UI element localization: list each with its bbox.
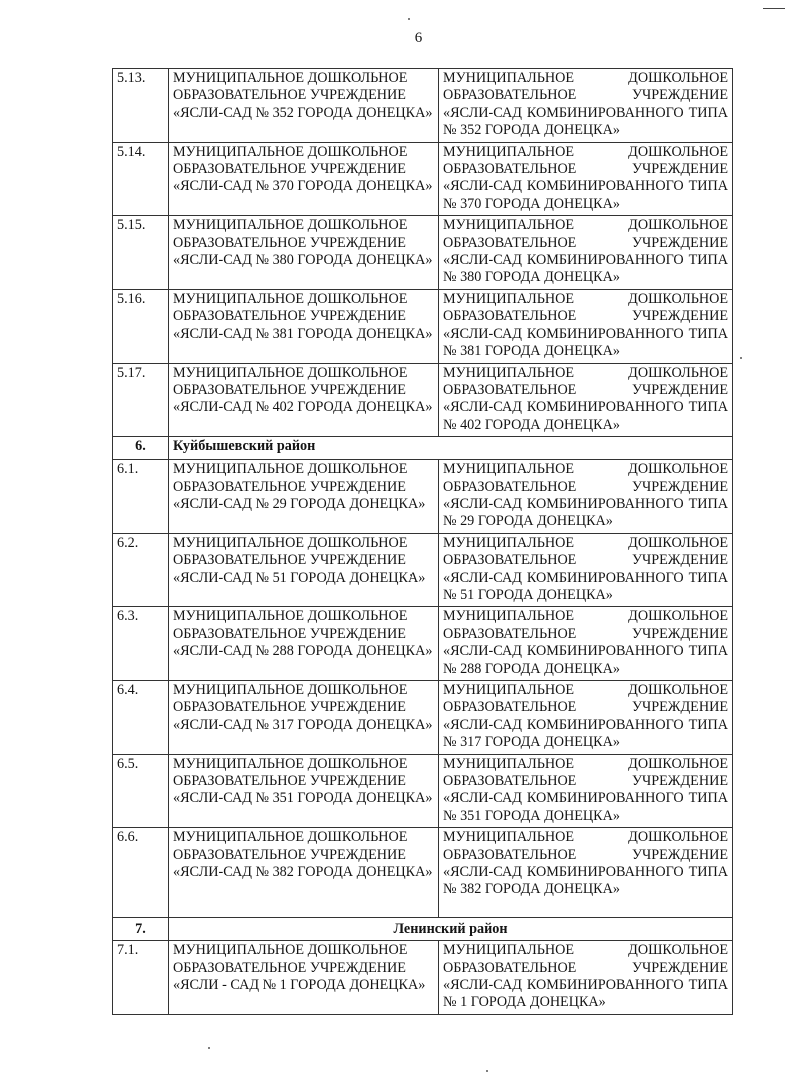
row-number: 6.5. <box>113 754 169 828</box>
table-row <box>113 754 733 828</box>
row-number: 5.17. <box>113 363 169 437</box>
page-number: 6 <box>414 30 423 46</box>
table-row <box>113 460 733 534</box>
row-number: 5.16. <box>113 289 169 363</box>
old-name: МУНИЦИПАЛЬНОЕ ДОШКОЛЬНОЕ ОБРАЗОВАТЕЛЬНОЕ УЧРЕЖДЕНИЕ «ЯСЛИ-САД № 317 ГОРОДА ДОНЕЦКА» <box>169 681 439 755</box>
new-name: МУНИЦИПАЛЬНОЕ ДОШКОЛЬНОЕ ОБРАЗОВАТЕЛЬНОЕ УЧРЕЖДЕНИЕ «ЯСЛИ-САД КОМБИНИРОВАННОГО ТИПА № 352 ГОРОДА ДОНЕЦКА» <box>439 69 733 143</box>
table-row <box>113 142 733 216</box>
row-number: 5.15. <box>113 216 169 290</box>
new-name: МУНИЦИПАЛЬНОЕ ДОШКОЛЬНОЕ ОБРАЗОВАТЕЛЬНОЕ УЧРЕЖДЕНИЕ «ЯСЛИ-САД КОМБИНИРОВАННОГО ТИПА № 317 ГОРОДА ДОНЕЦКА» <box>439 681 733 755</box>
old-name: МУНИЦИПАЛЬНОЕ ДОШКОЛЬНОЕ ОБРАЗОВАТЕЛЬНОЕ УЧРЕЖДЕНИЕ «ЯСЛИ-САД № 288 ГОРОДА ДОНЕЦКА» <box>169 607 439 681</box>
scan-mark <box>763 8 785 9</box>
section-title: Ленинский район <box>169 918 733 941</box>
new-name: МУНИЦИПАЛЬНОЕ ДОШКОЛЬНОЕ ОБРАЗОВАТЕЛЬНОЕ УЧРЕЖДЕНИЕ «ЯСЛИ-САД КОМБИНИРОВАННОГО ТИПА № 380 ГОРОДА ДОНЕЦКА» <box>439 216 733 290</box>
new-name: МУНИЦИПАЛЬНОЕ ДОШКОЛЬНОЕ ОБРАЗОВАТЕЛЬНОЕ УЧРЕЖДЕНИЕ «ЯСЛИ-САД КОМБИНИРОВАННОГО ТИПА № 351 ГОРОДА ДОНЕЦКА» <box>439 754 733 828</box>
old-name: МУНИЦИПАЛЬНОЕ ДОШКОЛЬНОЕ ОБРАЗОВАТЕЛЬНОЕ УЧРЕЖДЕНИЕ «ЯСЛИ-САД № 382 ГОРОДА ДОНЕЦКА» <box>169 828 439 918</box>
new-name: МУНИЦИПАЛЬНОЕ ДОШКОЛЬНОЕ ОБРАЗОВАТЕЛЬНОЕ УЧРЕЖДЕНИЕ «ЯСЛИ-САД КОМБИНИРОВАННОГО ТИПА № 51 ГОРОДА ДОНЕЦКА» <box>439 533 733 607</box>
row-number: 6.3. <box>113 607 169 681</box>
table-row <box>113 681 733 755</box>
scan-speck <box>740 357 742 359</box>
old-name: МУНИЦИПАЛЬНОЕ ДОШКОЛЬНОЕ ОБРАЗОВАТЕЛЬНОЕ УЧРЕЖДЕНИЕ «ЯСЛИ-САД № 381 ГОРОДА ДОНЕЦКА» <box>169 289 439 363</box>
row-number: 5.14. <box>113 142 169 216</box>
row-number: 6.4. <box>113 681 169 755</box>
table-row <box>113 69 733 143</box>
section-number: 7. <box>113 918 169 941</box>
row-number: 6.1. <box>113 460 169 534</box>
row-number: 7.1. <box>113 941 169 1015</box>
row-number: 6.6. <box>113 828 169 918</box>
scan-speck <box>408 18 410 20</box>
section-number: 6. <box>113 437 169 460</box>
new-name: МУНИЦИПАЛЬНОЕ ДОШКОЛЬНОЕ ОБРАЗОВАТЕЛЬНОЕ УЧРЕЖДЕНИЕ «ЯСЛИ-САД КОМБИНИРОВАННОГО ТИПА № 288 ГОРОДА ДОНЕЦКА» <box>439 607 733 681</box>
table-row <box>113 828 733 918</box>
new-name: МУНИЦИПАЛЬНОЕ ДОШКОЛЬНОЕ ОБРАЗОВАТЕЛЬНОЕ УЧРЕЖДЕНИЕ «ЯСЛИ-САД КОМБИНИРОВАННОГО ТИПА № 381 ГОРОДА ДОНЕЦКА» <box>439 289 733 363</box>
old-name: МУНИЦИПАЛЬНОЕ ДОШКОЛЬНОЕ ОБРАЗОВАТЕЛЬНОЕ УЧРЕЖДЕНИЕ «ЯСЛИ - САД № 1 ГОРОДА ДОНЕЦКА» <box>169 941 439 1015</box>
old-name: МУНИЦИПАЛЬНОЕ ДОШКОЛЬНОЕ ОБРАЗОВАТЕЛЬНОЕ УЧРЕЖДЕНИЕ «ЯСЛИ-САД № 29 ГОРОДА ДОНЕЦКА» <box>169 460 439 534</box>
section-row <box>113 918 733 941</box>
old-name: МУНИЦИПАЛЬНОЕ ДОШКОЛЬНОЕ ОБРАЗОВАТЕЛЬНОЕ УЧРЕЖДЕНИЕ «ЯСЛИ-САД № 351 ГОРОДА ДОНЕЦКА» <box>169 754 439 828</box>
new-name: МУНИЦИПАЛЬНОЕ ДОШКОЛЬНОЕ ОБРАЗОВАТЕЛЬНОЕ УЧРЕЖДЕНИЕ «ЯСЛИ-САД КОМБИНИРОВАННОГО ТИПА № 370 ГОРОДА ДОНЕЦКА» <box>439 142 733 216</box>
old-name: МУНИЦИПАЛЬНОЕ ДОШКОЛЬНОЕ ОБРАЗОВАТЕЛЬНОЕ УЧРЕЖДЕНИЕ «ЯСЛИ-САД № 402 ГОРОДА ДОНЕЦКА» <box>169 363 439 437</box>
new-name: МУНИЦИПАЛЬНОЕ ДОШКОЛЬНОЕ ОБРАЗОВАТЕЛЬНОЕ УЧРЕЖДЕНИЕ «ЯСЛИ-САД КОМБИНИРОВАННОГО ТИПА № 1 ГОРОДА ДОНЕЦКА» <box>439 941 733 1015</box>
row-number: 6.2. <box>113 533 169 607</box>
new-name: МУНИЦИПАЛЬНОЕ ДОШКОЛЬНОЕ ОБРАЗОВАТЕЛЬНОЕ УЧРЕЖДЕНИЕ «ЯСЛИ-САД КОМБИНИРОВАННОГО ТИПА № 382 ГОРОДА ДОНЕЦКА» <box>439 828 733 918</box>
table-row <box>113 533 733 607</box>
old-name: МУНИЦИПАЛЬНОЕ ДОШКОЛЬНОЕ ОБРАЗОВАТЕЛЬНОЕ УЧРЕЖДЕНИЕ «ЯСЛИ-САД № 380 ГОРОДА ДОНЕЦКА» <box>169 216 439 290</box>
scan-speck <box>486 1070 488 1072</box>
new-name: МУНИЦИПАЛЬНОЕ ДОШКОЛЬНОЕ ОБРАЗОВАТЕЛЬНОЕ УЧРЕЖДЕНИЕ «ЯСЛИ-САД КОМБИНИРОВАННОГО ТИПА № 402 ГОРОДА ДОНЕЦКА» <box>439 363 733 437</box>
table-row <box>113 941 733 1015</box>
scan-speck <box>208 1047 210 1049</box>
section-row <box>113 437 733 460</box>
table-row <box>113 216 733 290</box>
new-name: МУНИЦИПАЛЬНОЕ ДОШКОЛЬНОЕ ОБРАЗОВАТЕЛЬНОЕ УЧРЕЖДЕНИЕ «ЯСЛИ-САД КОМБИНИРОВАННОГО ТИПА № 29 ГОРОДА ДОНЕЦКА» <box>439 460 733 534</box>
table-row <box>113 607 733 681</box>
table-row <box>113 289 733 363</box>
institutions-table <box>112 68 733 1015</box>
table-row <box>113 363 733 437</box>
old-name: МУНИЦИПАЛЬНОЕ ДОШКОЛЬНОЕ ОБРАЗОВАТЕЛЬНОЕ УЧРЕЖДЕНИЕ «ЯСЛИ-САД № 51 ГОРОДА ДОНЕЦКА» <box>169 533 439 607</box>
row-number: 5.13. <box>113 69 169 143</box>
old-name: МУНИЦИПАЛЬНОЕ ДОШКОЛЬНОЕ ОБРАЗОВАТЕЛЬНОЕ УЧРЕЖДЕНИЕ «ЯСЛИ-САД № 370 ГОРОДА ДОНЕЦКА» <box>169 142 439 216</box>
section-title: Куйбышевский район <box>169 437 733 460</box>
old-name: МУНИЦИПАЛЬНОЕ ДОШКОЛЬНОЕ ОБРАЗОВАТЕЛЬНОЕ УЧРЕЖДЕНИЕ «ЯСЛИ-САД № 352 ГОРОДА ДОНЕЦКА» <box>169 69 439 143</box>
